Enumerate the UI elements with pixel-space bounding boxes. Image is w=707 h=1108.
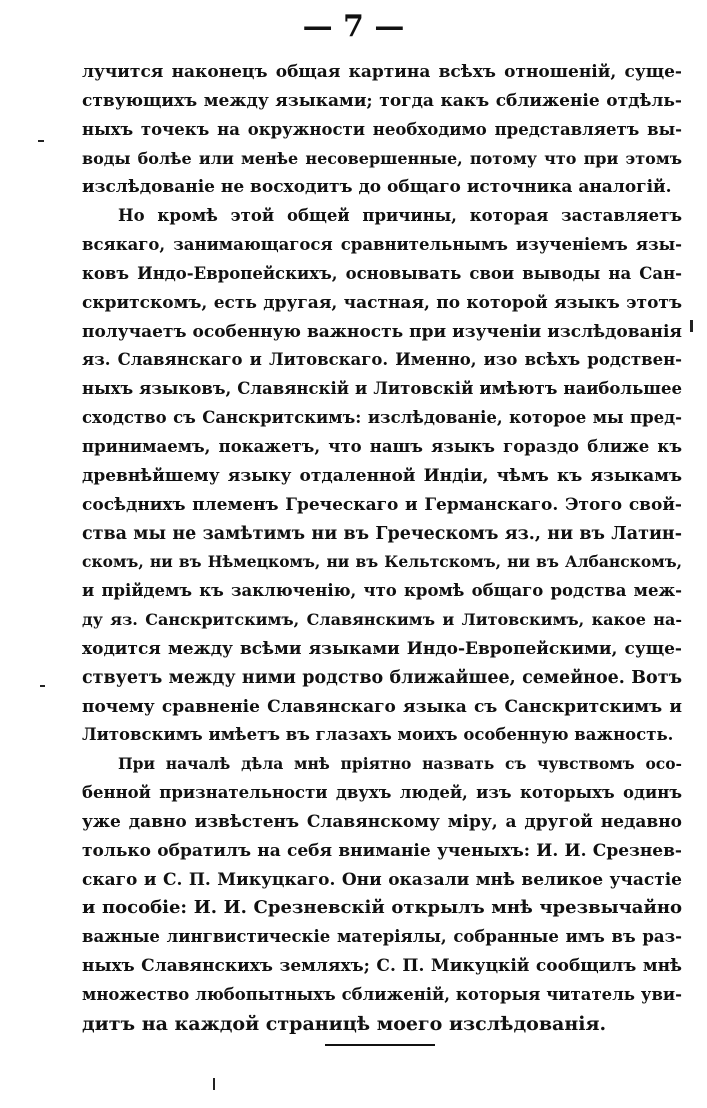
text-line: и прiйдемъ къ заключенiю, что кромѣ общаго родства меж- bbox=[82, 581, 682, 601]
body-text bbox=[82, 58, 682, 1039]
text-line: воды болѣе или менѣе несовершенные, потому что при этомъ bbox=[82, 148, 682, 168]
text-line: ковъ Индо-Европейскихъ, основывать свои выводы на Сан- bbox=[82, 263, 682, 283]
text-line: ствующихъ между языками; тогда какъ сближенiе отдѣль- bbox=[82, 90, 682, 111]
text-line: всякаго, занимающагося сравнительнымъ изученiемъ язы- bbox=[82, 235, 682, 255]
scan-speck bbox=[690, 320, 693, 332]
text-line: ныхъ языковъ, Славянскiй и Литовскiй имѣютъ наибольшее bbox=[82, 379, 682, 399]
text-line: ходится между всѣми языками Индо-Европейскими, суще- bbox=[82, 638, 682, 659]
text-line: лучится наконецъ общая картина всѣхъ отношенiй, суще- bbox=[82, 62, 682, 82]
paragraph bbox=[82, 750, 682, 1038]
text-line: изслѣдованiе не восходитъ до общаго источника аналогiй. bbox=[82, 177, 672, 198]
text-line: ствуетъ между ними родство ближайшее, семейное. Вотъ bbox=[82, 667, 682, 688]
text-line: Но кромѣ этой общей причины, которая заставляетъ bbox=[118, 206, 682, 226]
text-line: дитъ на каждой страницѣ моего изслѣдованiя. bbox=[82, 1012, 607, 1035]
text-line: получаетъ особенную важность при изученiи изслѣдованiя bbox=[82, 321, 682, 342]
closing-rule bbox=[325, 1044, 435, 1046]
text-line: яз. Славянскаго и Литовскаго. Именно, изо всѣхъ родствен- bbox=[82, 350, 682, 370]
text-line: ства мы не замѣтимъ ни въ Греческомъ яз., ни въ Латин- bbox=[82, 523, 682, 544]
text-line: ду яз. Санскритскимъ, Славянскимъ и Литовскимъ, какое на- bbox=[82, 610, 682, 630]
text-line: скаго и С. П. Микуцкаго. Они оказали мнѣ великое участiе bbox=[82, 869, 682, 890]
text-line: важные лингвистическiе матерiялы, собранные имъ въ раз- bbox=[82, 927, 682, 947]
scan-speck bbox=[40, 685, 45, 687]
scan-speck bbox=[38, 140, 44, 142]
paragraph bbox=[82, 202, 682, 750]
scan-speck bbox=[213, 1078, 215, 1090]
text-line: и пособiе: И. И. Срезневскiй открылъ мнѣ чрезвычайно bbox=[82, 897, 682, 919]
text-line: уже давно извѣстенъ Славянскому мiру, а другой недавно bbox=[82, 811, 682, 832]
text-line: При началѣ дѣла мнѣ прiятно назвать съ чувствомъ осо- bbox=[118, 754, 682, 774]
page-number: — 7 — bbox=[302, 9, 405, 44]
text-line: почему сравненiе Славянскаго языка съ Санскритскимъ и bbox=[82, 696, 682, 717]
text-line: скомъ, ни въ Нѣмецкомъ, ни въ Кельтскомъ, ни въ Албанскомъ, bbox=[82, 552, 682, 572]
text-line: только обратилъ на себя вниманiе ученыхъ: И. И. Срезнев- bbox=[82, 840, 682, 861]
text-line: сходство съ Санскритскимъ: изслѣдованiе, которое мы пред- bbox=[82, 408, 682, 428]
paragraph bbox=[82, 58, 682, 202]
text-line: принимаемъ, покажетъ, что нашъ языкъ гораздо ближе къ bbox=[82, 436, 682, 456]
text-line: ныхъ Славянскихъ земляхъ; С. П. Микуцкiй сообщилъ мнѣ bbox=[82, 956, 682, 977]
text-line: ныхъ точекъ на окружности необходимо представляетъ вы- bbox=[82, 119, 682, 139]
text-line: множество любопытныхъ сближенiй, которыя читатель уви- bbox=[82, 985, 682, 1004]
text-line: Литовскимъ имѣетъ въ глазахъ моихъ особенную важность. bbox=[82, 725, 674, 745]
text-line: бенной признательности двухъ людей, изъ которыхъ одинъ bbox=[82, 783, 682, 803]
text-line: древнѣйшему языку отдаленной Индiи, чѣмъ къ языкамъ bbox=[82, 465, 682, 486]
text-line: сосѣднихъ племенъ Греческаго и Германскаго. Этого свой- bbox=[82, 494, 682, 515]
text-line: скритскомъ, есть другая, частная, по которой языкъ этотъ bbox=[82, 292, 682, 313]
